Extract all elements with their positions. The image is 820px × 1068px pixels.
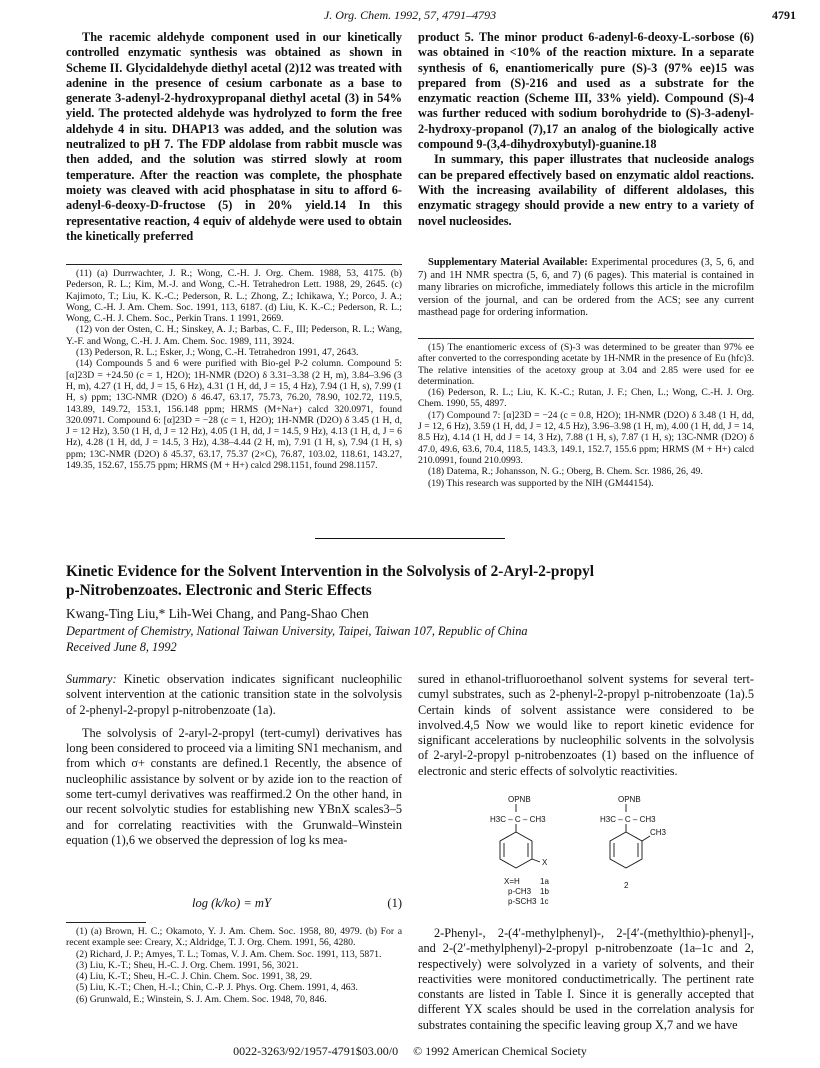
label-1a: 1a [540, 877, 549, 886]
footnotes-right [418, 342, 754, 489]
page-number: 4791 [772, 8, 796, 22]
prev-article-body-left [66, 30, 402, 244]
footnote-13: (13) Pederson, R. L.; Esker, J.; Wong, C.-H. Tetrahedron 1991, 47, 2643. [76, 347, 359, 359]
footnote-1: (1) (a) Brown, H. C.; Okamoto, Y. J. Am. Chem. Soc. 1958, 80, 4979. (b) For a recent example see: Creary, X.; Aldridge, T. J. Org. Chem. 1991, 56, 4280. [66, 926, 402, 949]
article-title-line-1: Kinetic Evidence for the Solvent Intervention in the Solvolysis of 2-Aryl-2-propyl [66, 563, 595, 580]
label-x-h: X=H [504, 877, 520, 886]
footnotes-left [66, 268, 402, 471]
footnote-11: (11) (a) Durrwachter, J. R.; Wong, C.-H. J. Org. Chem. 1988, 53, 4175. (b) Pederson, R. L.; Kim, M.-J. and Wong, C.-H. Tetrahedron Lett. 1988, 29, 2645. (c) Kajimoto, T.; Liu, K. K.-C.; Pederson, R. L.; Zhong, Z.; Ichikawa, Y.; Porco, J. A.; Wong, C.-H. J. Am. Chem. Soc. 1991, 113, 6187. (d) Liu, K. K.-C.; Pederson, R. L.; Wong, C.-H. J. Chem. Soc., Perkin Trans. 1 1991, 2669. [66, 268, 402, 325]
page-footer [0, 1044, 820, 1059]
article-body-right-lower [418, 926, 754, 1033]
prev-article-body-right [418, 30, 754, 229]
ch3-label: CH3 [650, 828, 667, 837]
label-1c: 1c [540, 897, 549, 906]
footnote-18: (18) Datema, R.; Johansson, N. G.; Oberg, B. Chem. Scr. 1986, 26, 49. [428, 466, 703, 478]
chemical-structures [470, 792, 710, 918]
copyright: © 1992 American Chemical Society [413, 1044, 587, 1058]
article-separator [315, 538, 505, 539]
footnote-3: (3) Liu, K.-T.; Sheu, H.-C. J. Org. Chem. 1991, 56, 3021. [76, 959, 299, 971]
article-received: Received June 8, 1992 [66, 640, 177, 654]
right-paragraph-1: sured in ethanol-trifluoroethanol solvent systems for several tert-cumyl substrates, such as 2-phenyl-2-propyl p-nitrobenzoate (1a).5 Certain kinds of solvent assistance were considered to be involved.4,5 Now we would like to report kinetic evidence for significant accelerations by nucleophilic solvents in the solvolysis of 2-aryl-2-propyl p-nitrobenzoates (1) based on the influence of electronic and steric effects of solvolytic reactivities. [418, 672, 754, 778]
opnb-label-right: OPNB [618, 795, 641, 804]
footnote-2: (2) Richard, J. P.; Amyes, T. L.; Tomas, V. J. Am. Chem. Soc. 1991, 113, 5871. [76, 948, 382, 960]
footnote-15: (15) The enantiomeric excess of (S)-3 was determined to be greater than 97% ee after converted to the corresponding acetate by 1H-NMR in the presence of Eu (hfc)3. The relative intensities of the acetoxy group at 3.04 and 2.85 were used for ee determination. [418, 342, 754, 387]
footnote-5: (5) Liu, K.-T.; Chen, H.-I.; Chin, C.-P. J. Phys. Org. Chem. 1991, 4, 463. [76, 982, 358, 994]
prev-article-paragraph: product 5. The minor product 6-adenyl-6-deoxy-L-sorbose (6) was obtained in <10% of the reaction mixture. In a separate synthesis of 6, enantiomerically pure (S)-3 (97% ee)15 was prepared from (S)-216 and used as a substrate for the enzymatic reaction (Scheme III, 33% yield). Compound (S)-4 was further reduced with sodium borohydride to (S)-3-adenyl-2-hydroxy-propanol (7),17 an analog of the biologically active compound 9-(3,4-dihydroxybutyl)-guanine.18 [418, 30, 754, 152]
article-body-left [66, 672, 402, 848]
journal-citation: J. Org. Chem. 1992, 57, 4791–4793 [323, 8, 497, 22]
article-affiliation: Department of Chemistry, National Taiwan University, Taipei, Taiwan 107, Republic of China [66, 624, 528, 638]
footnote-divider-right [418, 338, 754, 339]
footnote-divider-article [66, 922, 146, 923]
equation-text: log (k/ko) = mY [192, 896, 271, 910]
article-footnotes [66, 926, 402, 1005]
label-2: 2 [624, 881, 629, 890]
label-1b: 1b [540, 887, 549, 896]
opnb-label-left: OPNB [508, 795, 531, 804]
x-substituent-label: X [542, 858, 548, 867]
chain-label-left: H3C – C – CH3 [490, 815, 546, 824]
footnote-6: (6) Grunwald, E.; Winstein, S. J. Am. Chem. Soc. 1948, 70, 846. [76, 993, 327, 1005]
footnote-14: (14) Compounds 5 and 6 were purified with Bio-gel P-2 column. Compound 5: [α]23D = +24.50 (c = 1, H2O); 1H-NMR (D2O) δ 3.31–3.38 (2 H, m), 3.84–3.96 (3 H, m), 4.27 (1 H, dd, J = 15, 6 Hz), 4.31 (1 H, dd, J = 15, 4 Hz), 7.94 (1 H, s), 7.99 (1 H, s) ppm; 13C-NMR (D2O) δ 46.47, 63.17, 75.73, 76.20, 78.90, 102.72, 119.5, 143.89, 149.72, 153.1, 156.148 ppm; HRMS (M+Na+) calcd 320.0971, found 320.0971. Compound 6: [α]23D = −28 (c = 1, H2O); 1H-NMR (D2O) δ 3.45 (1 H, d, J = 12 Hz), 3.50 (1 H, d, J = 12 Hz), 4.05 (1 H, dd, J = 14.5, 9 Hz), 4.13 (1 H, d, J = 6 Hz), 4.28 (1 H, dd, J = 14.5, 3 Hz), 4.38–4.44 (2 H, m), 7.91 (1 H, s), 7.94 (1 H, s) ppm; 13C-NMR (D2O) δ 45.37, 63.17, 75.37 (2×C), 76.87, 103.02, 118.61, 143.27, 149.35, 152.67, 155.75 ppm; HRMS (M + H+) calcd 298.1151, found 298.1157. [66, 358, 402, 472]
summary-label: Summary: [66, 672, 117, 686]
footnote-12: (12) von der Osten, C. H.; Sinskey, A. J.; Barbas, C. F., III; Pederson, R. L.; Wang, Y.-F. and Wong, C.-H. J. Am. Chem. Soc. 1989, 111, 3924. [66, 324, 402, 347]
article-body-right [418, 672, 754, 779]
supplementary-material [418, 257, 754, 320]
issn-code: 0022-3263/92/1957-4791$03.00/0 [233, 1044, 399, 1058]
prev-article-paragraph: The racemic aldehyde component used in our kinetically controlled enzymatic synthesis was obtained as shown in Scheme II. Glycidaldehyde diethyl acetal (2)12 was treated with adenine in the presence of cesium carbonate as a base to generate 3-adenyl-2-hydroxypropanal diethyl acetal (3) in 54% yield. The protected aldehyde was hydrolyzed to form the free aldehyde 4 in situ. DHAP13 was added, and the solution was neutralized to pH 7. The FDP aldolase from rabbit muscle was then added, and the solution was stirred slowly at room temperature. After the reaction was complete, the phosphate moiety was cleaved with acid phosphatase in situ to afford 6-adenyl-6-deoxy-D-fructose (5) in 20% yield.14 In this representative reaction, 4 equiv of aldehyde were used to obtain the kinetically preferred [66, 30, 402, 243]
summary-paragraph: In summary, this paper illustrates that nucleoside analogs can be prepared effectively based on enzymatic aldol reactions. With the increasing availability of different aldolases, this enzymatic stragegy should provide a new entry to a variety of novel nucleosides. [418, 152, 754, 228]
footnote-19: (19) This research was supported by the NIH (GM44154). [428, 477, 654, 489]
supplementary-label: Supplementary Material Available: [428, 257, 588, 268]
footnote-16: (16) Pederson, R. L.; Liu, K. K.-C.; Rutan, J. F.; Chen, L.; Wong, C.-H. J. Org. Chem. 1990, 55, 4897. [418, 387, 754, 410]
label-pch3: p-CH3 [508, 887, 532, 896]
article-title [66, 562, 766, 600]
summary-text: Kinetic observation indicates significant nucleophilic solvent intervention at the cationic transition state in the solvolysis of 2-phenyl-2-propyl p-nitrobenzoate (1a). [66, 672, 403, 717]
footnote-17: (17) Compound 7: [α]23D = −24 (c = 0.8, H2O); 1H-NMR (D2O) δ 3.48 (1 H, dd, J = 12, 6 Hz), 3.59 (1 H, dd, J = 12, 4.5 Hz), 3.96–3.98 (1 H, m), 4.00 (1 H, dd, J = 14, 8.5 Hz), 4.14 (1 H, dd J = 14, 3 Hz), 7.88 (1 H, s), 7.87 (1 H, s); 13C-NMR (D2O) δ 47.0, 49.6, 63.6, 70.4, 118.5, 143.3, 149.1, 152.7, 155.6 ppm; HRMS (M + H+) calcd 210.0991, found 210.0993. [418, 409, 754, 466]
right-paragraph-2: 2-Phenyl-, 2-(4′-methylphenyl)-, 2-[4′-(methylthio)-phenyl]-, and 2-(2′-methylphenyl)-2-propyl p-nitrobenzoate (1a–1c and 2, respectively) were solvolyzed in a variety of solvents, and their reactivities were monitored conductimetrically. The pertinent rate constants are listed in Table I. Since it is generally accepted that different YX scales should be used in the correlation analysis for substrates containing the specific leaving group X,7 and we have [418, 926, 754, 1032]
article-authors: Kwang-Ting Liu,* Lih-Wei Chang, and Pang-Shao Chen [66, 606, 369, 621]
intro-paragraph: The solvolysis of 2-aryl-2-propyl (tert-cumyl) derivatives has long been considered to proceed via a limiting SN1 mechanism, and from which σ+ constants are defined.1 Recently, the absence of nucleophilic assistance by solvent or by azide ion to the reaction of some tert-cumyl derivatives was reaffirmed.2 On the other hand, in our recent solvolytic studies for establishing new YBnX scales3–5 and for correlating reactivities with the Grunwald–Winstein equation (1),6 we observed the depression of log ks mea- [66, 725, 402, 847]
equation-number: (1) [387, 896, 402, 910]
footnote-4: (4) Liu, K.-T.; Sheu, H.-C. J. Chin. Chem. Soc. 1991, 38, 29. [76, 971, 313, 983]
footnote-divider-left [66, 264, 402, 265]
chain-label-right: H3C – C – CH3 [600, 815, 656, 824]
label-psch3: p-SCH3 [508, 897, 537, 906]
supplementary-text: Experimental procedures (3, 5, 6, and 7) and 1H NMR spectra (5, 6, and 7) (6 pages). This material is contained in many libraries on microfiche, immediately follows this article in the microfilm version of the journal, and can be ordered from the ACS; see any current masthead page for ordering information. [418, 257, 755, 319]
article-title-line-2: p-Nitrobenzoates. Electronic and Steric Effects [66, 582, 372, 599]
